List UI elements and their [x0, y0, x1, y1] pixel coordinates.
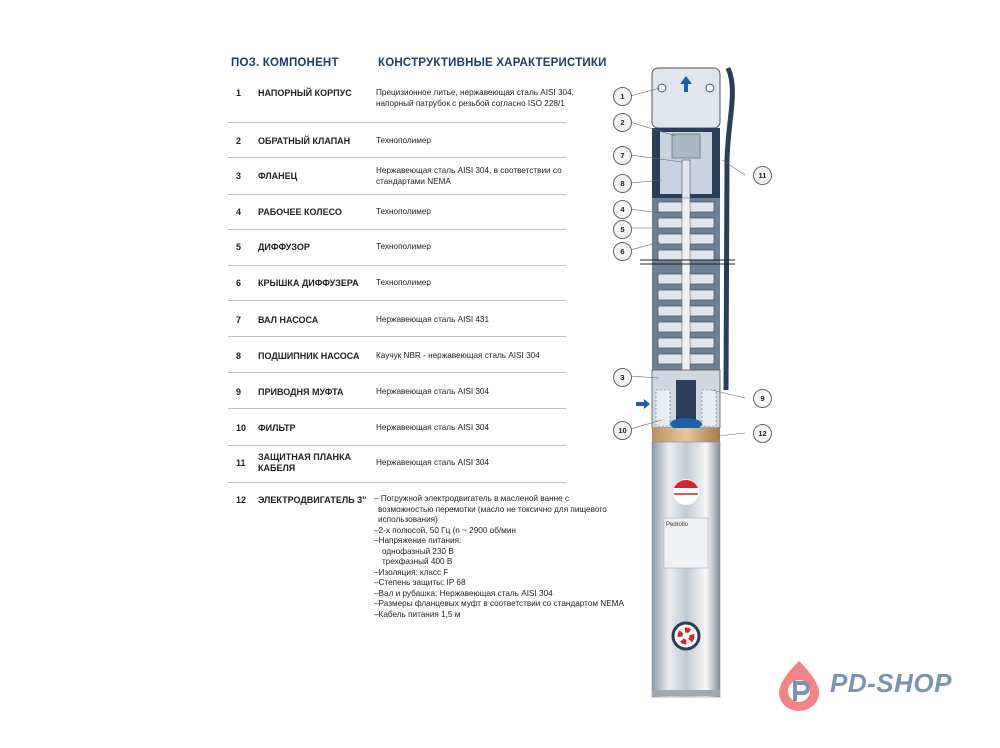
row-component: РАБОЧЕЕ КОЛЕСО — [258, 207, 342, 217]
row-description: Нержавеющая сталь AISI 431 — [376, 315, 490, 324]
row-number: 10 — [236, 423, 247, 433]
spec-line: однофазный 230 В — [382, 546, 454, 556]
callout-7: 7 — [613, 146, 632, 165]
row-divider — [228, 336, 566, 337]
drop-logo-icon — [773, 657, 825, 711]
row-divider — [228, 122, 566, 123]
row-number: 1 — [236, 88, 242, 98]
row-component: ЗАЩИТНАЯ ПЛАНКА КАБЕЛЯ — [258, 452, 352, 473]
row-component: ПРИВОДНЯ МУФТА — [258, 387, 344, 397]
row-description: Технополимер — [376, 242, 431, 251]
header-position-component: ПОЗ. КОМПОНЕНТ — [231, 57, 339, 69]
row-divider — [228, 194, 566, 195]
row-number: 7 — [236, 315, 242, 325]
callout-12: 12 — [753, 424, 772, 443]
row-number: 4 — [236, 207, 242, 217]
row-divider — [228, 372, 566, 373]
row-description: Нержавеющая сталь AISI 304, в соответствии со стандартами NEMA — [376, 166, 562, 186]
row-description: Прецизионное литье, нержавеющая сталь AISI 304, напорный патрубок с резьбой согласно ISO 228/1 — [376, 88, 574, 108]
spec-line: – Погружной электродвигатель в масленой ванне с — [374, 494, 570, 503]
spec-line: –Размеры фланцевых муфт в соответствии со стандартом NEMA — [374, 599, 624, 608]
callout-5: 5 — [613, 220, 632, 239]
row-number: 12 — [236, 495, 247, 505]
row-component: ФИЛЬТР — [258, 423, 296, 433]
row-divider — [228, 445, 566, 446]
spec-line: –Степень защиты: IP 68 — [374, 578, 466, 587]
row-number: 11 — [236, 458, 246, 468]
row-number: 9 — [236, 387, 242, 397]
row-component: ОБРАТНЫЙ КЛАПАН — [258, 136, 351, 146]
callout-9: 9 — [753, 389, 772, 408]
callout-8: 8 — [613, 174, 632, 193]
row-description: Нержавеющая сталь AISI 304 — [376, 387, 490, 396]
row-divider — [228, 482, 566, 483]
row-description: Технополимер — [376, 207, 431, 216]
callout-11: 11 — [753, 166, 772, 185]
row-divider — [228, 408, 566, 409]
row-number: 2 — [236, 136, 242, 146]
motor-ring — [652, 428, 720, 442]
row-component: КРЫШКА ДИФФУЗЕРА — [258, 278, 359, 288]
row-description: Технополимер — [376, 278, 431, 287]
motor-label: Pedrollo — [666, 522, 689, 528]
callout-1: 1 — [613, 87, 632, 106]
spec-line: возможностью перемотки (масло не токсично для пищевого — [378, 504, 607, 514]
spec-line: –Вал и рубашка: Нержавеющая сталь AISI 304 — [374, 588, 553, 598]
spec-line: трехфазный 400 В — [382, 557, 453, 566]
callout-6: 6 — [613, 242, 632, 261]
row-number: 8 — [236, 351, 242, 361]
spec-line: –Напряжение питания: — [374, 536, 462, 545]
inlet-arrow-icon — [636, 399, 650, 409]
row-component: ПОДШИПНИК НАСОСА — [258, 351, 360, 361]
row-divider — [228, 229, 566, 230]
lifebuoy-icon — [673, 623, 699, 649]
header-characteristics: КОНСТРУКТИВНЫЕ ХАРАКТЕРИСТИКИ — [378, 57, 607, 69]
spec-line: –2-х полюсой, 50 Гц (n ~ 2900 об/мин — [374, 525, 516, 535]
brand-name: PD-SHOP — [830, 668, 952, 698]
row-component: ВАЛ НАСОСА — [258, 315, 319, 325]
row-component: ФЛАНЕЦ — [258, 171, 298, 181]
callout-2: 2 — [613, 113, 632, 132]
spec-line: –Кабель питания 1,5 м — [374, 609, 461, 619]
row-number: 6 — [236, 278, 242, 288]
row-description: Технополимер — [376, 136, 431, 145]
row-component: НАПОРНЫЙ КОРПУС — [258, 88, 352, 98]
row-divider — [228, 300, 566, 301]
callout-10: 10 — [613, 421, 632, 440]
row-description: Нержавеющая сталь AISI 304 — [376, 458, 490, 467]
row-number: 5 — [236, 242, 242, 252]
row-component: ДИФФУЗОР — [258, 242, 310, 252]
pump-stages — [640, 198, 735, 388]
row-divider — [228, 265, 566, 266]
row-component: ЭЛЕКТРОДВИГАТЕЛЬ 3" — [258, 495, 367, 505]
spec-line: –Изоляция: класс F — [374, 567, 449, 577]
spec-line: использования) — [378, 515, 438, 524]
row-description: Нержавеющая сталь AISI 304 — [376, 423, 490, 432]
row-description: Каучук NBR - нержавеющая сталь AISI 304 — [376, 351, 540, 360]
callout-4: 4 — [613, 200, 632, 219]
brand-logo — [773, 657, 973, 711]
callout-3: 3 — [613, 368, 632, 387]
row-divider — [228, 157, 566, 158]
cable-guard — [726, 68, 732, 390]
row-number: 3 — [236, 171, 242, 181]
